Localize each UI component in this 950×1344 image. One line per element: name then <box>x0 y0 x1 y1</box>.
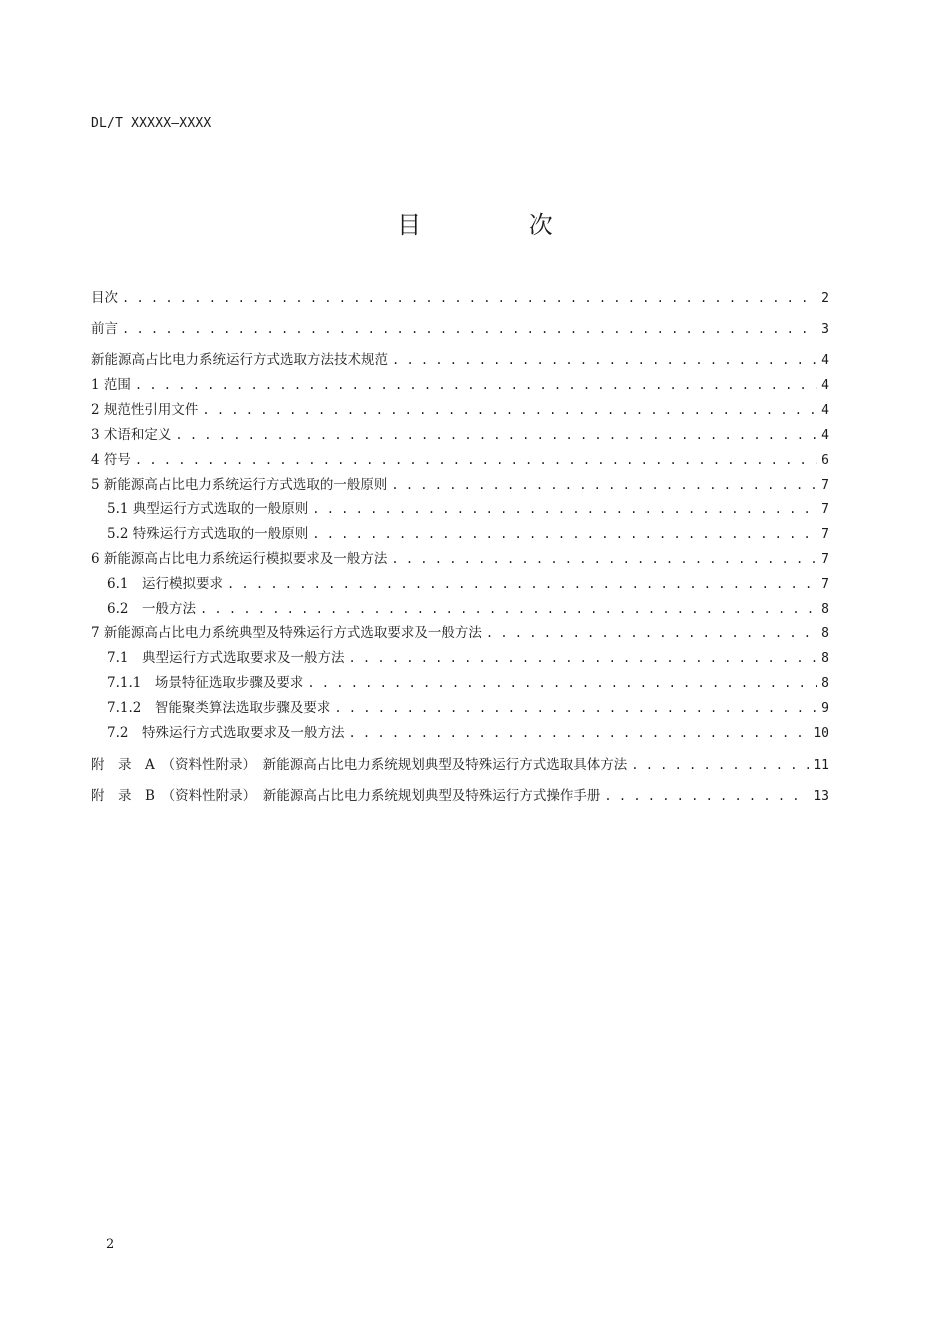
toc-entry[interactable] <box>107 499 829 519</box>
toc-entry-page: 13 <box>813 789 829 804</box>
toc-entry-label: 1 范围 <box>91 377 131 393</box>
toc-leader-dots <box>392 350 817 370</box>
toc-entry-page: 4 <box>821 378 829 393</box>
toc-leader-dots <box>122 319 817 339</box>
toc-leader-dots <box>631 755 809 775</box>
toc-entry-page: 7 <box>821 552 829 567</box>
toc-leader-dots <box>175 425 817 445</box>
toc-entry[interactable] <box>107 524 829 544</box>
toc-entry-label: 7.1.1 场景特征选取步骤及要求 <box>107 675 304 691</box>
toc-entry-page: 8 <box>821 676 829 691</box>
toc-entry-page: 3 <box>821 322 829 337</box>
toc-entry-label: 7 新能源高占比电力系统典型及特殊运行方式选取要求及一般方法 <box>91 625 482 641</box>
toc-entry-page: 7 <box>821 527 829 542</box>
toc-entry-page: 9 <box>821 701 829 716</box>
toc-leader-dots <box>391 475 817 495</box>
toc-leader-dots <box>312 524 817 544</box>
toc-leader-dots <box>307 673 817 693</box>
toc-entry[interactable] <box>107 574 829 594</box>
toc-leader-dots <box>200 599 817 619</box>
toc-entry-page: 8 <box>821 651 829 666</box>
toc-entry-label: 附 录 B （资料性附录） 新能源高占比电力系统规划典型及特殊运行方式操作手册 <box>91 788 601 804</box>
toc-entry-page: 4 <box>821 403 829 418</box>
toc-entry-page: 2 <box>821 291 829 306</box>
toc-entry[interactable] <box>91 549 829 569</box>
toc-entry-label: 附 录 A （资料性附录） 新能源高占比电力系统规划典型及特殊运行方式选取具体方法 <box>91 757 628 773</box>
toc-entry-page: 7 <box>821 502 829 517</box>
toc-entry-label: 5.2 特殊运行方式选取的一般原则 <box>107 526 309 542</box>
toc-entry-page: 11 <box>813 758 829 773</box>
toc-entry[interactable] <box>91 623 829 643</box>
toc-entry-page: 8 <box>821 602 829 617</box>
page-number: 2 <box>106 1237 115 1252</box>
toc-entry-page: 8 <box>821 626 829 641</box>
toc-leader-dots <box>334 698 817 718</box>
toc-leader-dots <box>135 450 817 470</box>
toc-entry[interactable] <box>91 375 829 395</box>
toc-entry-page: 7 <box>821 478 829 493</box>
toc-entry[interactable] <box>91 319 829 339</box>
toc-entry[interactable] <box>91 288 829 308</box>
toc-entry[interactable] <box>91 475 829 495</box>
toc-leader-dots <box>312 499 817 519</box>
toc-entry[interactable] <box>91 755 829 775</box>
toc-entry-page: 7 <box>821 577 829 592</box>
toc-entry-label: 7.1 典型运行方式选取要求及一般方法 <box>107 650 345 666</box>
toc-entry-label: 前言 <box>91 321 118 337</box>
toc-entry[interactable] <box>107 698 829 718</box>
toc-leader-dots <box>135 375 817 395</box>
toc-leader-dots <box>604 786 809 806</box>
toc-leader-dots <box>122 288 817 308</box>
toc-leader-dots <box>391 549 817 569</box>
toc-entry[interactable] <box>107 599 829 619</box>
toc-entry-label: 7.2 特殊运行方式选取要求及一般方法 <box>107 725 345 741</box>
toc-title: 目 次 <box>397 211 603 239</box>
toc-entry-label: 4 符号 <box>91 452 131 468</box>
toc-leader-dots <box>202 400 817 420</box>
toc-leader-dots <box>348 648 817 668</box>
toc-entry[interactable] <box>91 400 829 420</box>
toc-entry-page: 4 <box>821 353 829 368</box>
toc-leader-dots <box>227 574 817 594</box>
toc-entry[interactable] <box>91 786 829 806</box>
toc-entry-label: 2 规范性引用文件 <box>91 402 199 418</box>
document-code: DL/T XXXXX—XXXX <box>91 116 212 131</box>
toc-entry-label: 7.1.2 智能聚类算法选取步骤及要求 <box>107 700 331 716</box>
toc-leader-dots <box>486 623 817 643</box>
toc-entry-label: 3 术语和定义 <box>91 427 172 443</box>
toc-entry[interactable] <box>91 350 829 370</box>
toc-entry[interactable] <box>91 450 829 470</box>
toc-entry-page: 6 <box>821 453 829 468</box>
toc-leader-dots <box>348 723 809 743</box>
toc-entry-page: 10 <box>813 726 829 741</box>
toc-entry-label: 目次 <box>91 290 118 306</box>
toc-entry-label: 5.1 典型运行方式选取的一般原则 <box>107 501 309 517</box>
toc-entry[interactable] <box>107 673 829 693</box>
toc-entry-label: 新能源高占比电力系统运行方式选取方法技术规范 <box>91 352 388 368</box>
toc-entry-page: 4 <box>821 428 829 443</box>
toc-entry[interactable] <box>107 648 829 668</box>
toc-entry[interactable] <box>107 723 829 743</box>
toc-entry-label: 6 新能源高占比电力系统运行模拟要求及一般方法 <box>91 551 388 567</box>
toc-entry-label: 5 新能源高占比电力系统运行方式选取的一般原则 <box>91 477 388 493</box>
toc-entry-label: 6.1 运行模拟要求 <box>107 576 223 592</box>
toc-entry-label: 6.2 一般方法 <box>107 601 196 617</box>
toc-entry[interactable] <box>91 425 829 445</box>
